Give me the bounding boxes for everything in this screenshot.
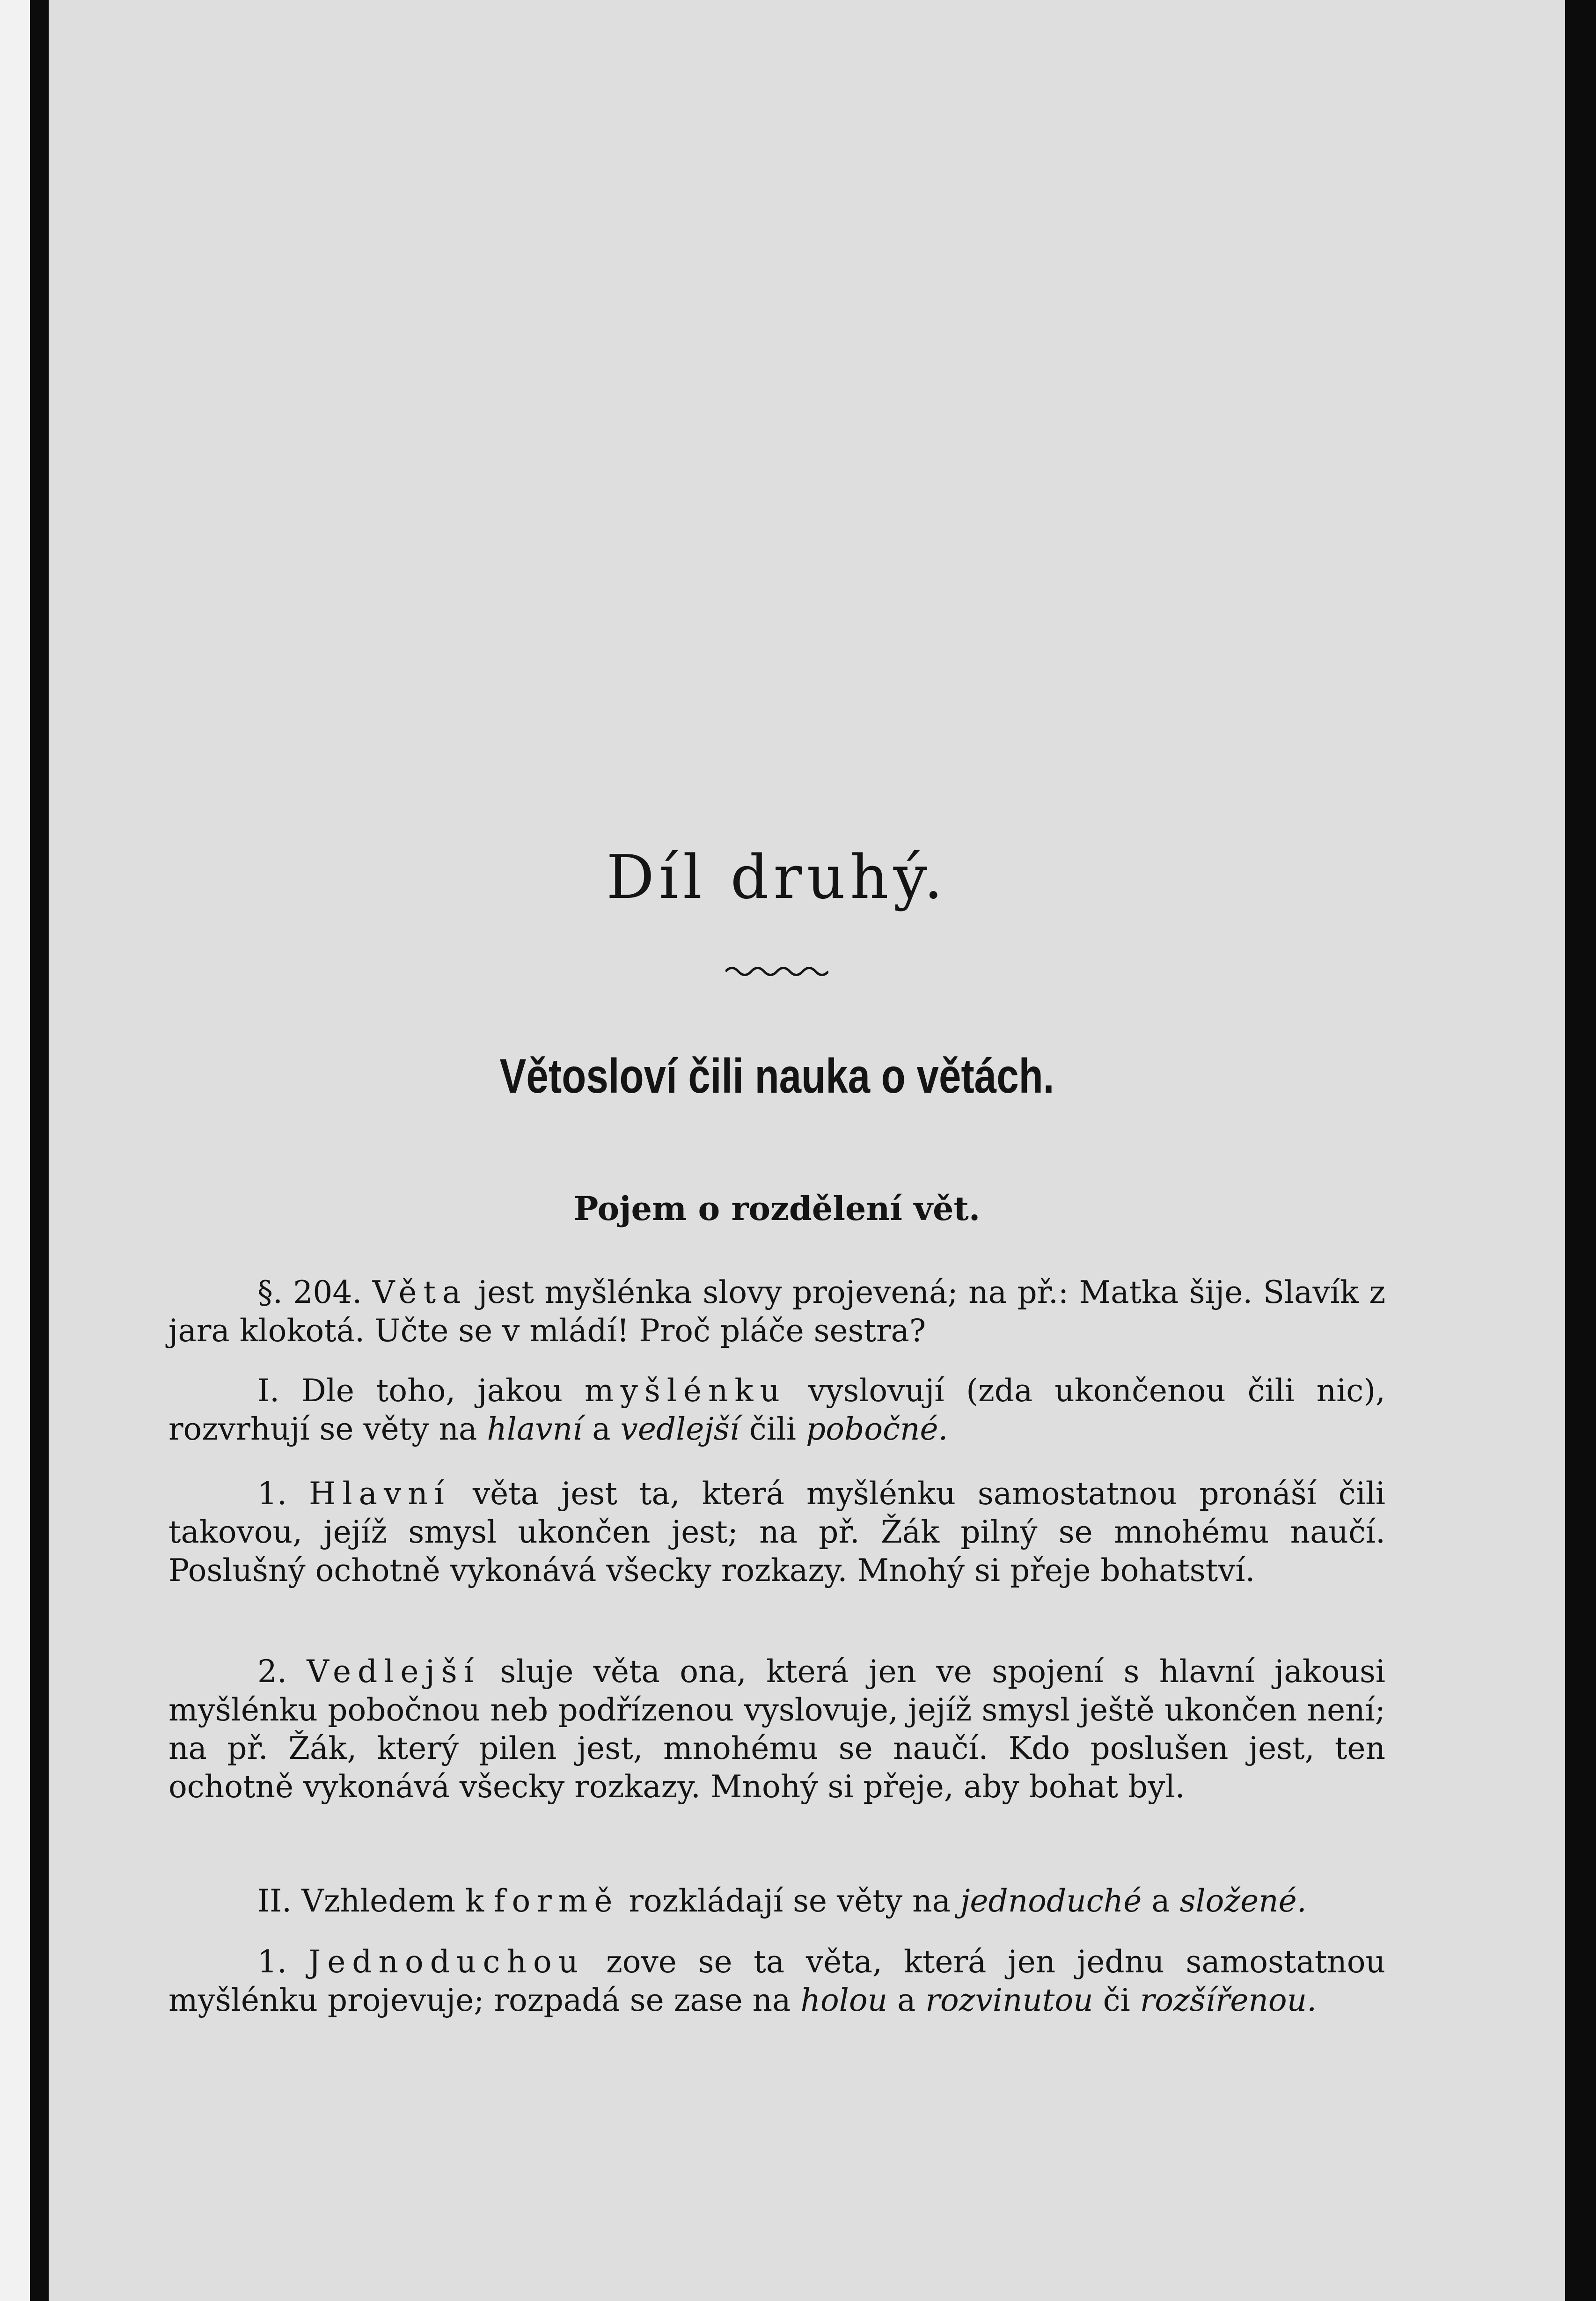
right-black-border — [1565, 0, 1596, 2301]
page-left-margin — [0, 0, 30, 2301]
paragraph-text: a — [897, 1982, 916, 2018]
spaced-term: Hlavní — [308, 1476, 451, 1512]
paragraph-text: čili — [749, 1411, 797, 1447]
paragraph-text: zove se ta věta, která jen jednu samostatnou myšlénku projevuje; rozpadá se zase na — [168, 1944, 1385, 2018]
paragraph-text: věta jest ta, která myšlénku samostatnou pronáší čili takovou, jejíž smysl ukončen jest; na př. Žák pilný se mnohému naučí. Poslušný ochotně vykonává všecky rozkazy. Mnohý si přeje bohatství. — [168, 1476, 1386, 1588]
left-black-border — [30, 0, 49, 2301]
spaced-term: formě — [494, 1883, 619, 1919]
chapter-title: Větosloví čili nauka o větách. — [499, 1049, 1054, 1103]
paragraph-text: rozkládají se věty na — [629, 1883, 951, 1919]
paragraph-text: a — [592, 1411, 611, 1447]
italic-term: holou — [800, 1982, 888, 2018]
paragraph-number: II. Vzhledem k — [257, 1883, 484, 1919]
part-title: Díl druhý. — [606, 843, 948, 912]
paragraph-text: sluje věta ona, která jen ve spojení s hlavní jakousi myšlénku pobočnou neb podřízenou vyslovuje, jejíž smysl ještě ukončen není; na př. Žák, který pilen jest, mnohému se naučí. Kdo poslušen jest, ten ochotně vykonává všecky rozkazy. Mnohý si přeje, aby bohat byl. — [168, 1654, 1385, 1805]
paragraph-number: 2. — [257, 1654, 287, 1690]
paragraph-204 — [168, 1273, 1385, 1350]
italic-term: pobočné. — [806, 1411, 948, 1447]
paragraph-form — [168, 1882, 1385, 1920]
spaced-term: Věta — [372, 1274, 468, 1310]
paragraph-number: 1. — [257, 1944, 287, 1980]
paragraph-text: vyslovují (zda ukončenou čili nic), rozvrhují se věty na — [168, 1373, 1385, 1447]
spaced-term: Vedlejší — [307, 1654, 480, 1690]
italic-term: vedlejší — [620, 1411, 739, 1447]
paragraph-text: jest myšlénka slovy projevená; na př.: Matka šije. Slavík z jara klokotá. Učte se v mládí! Proč pláče sestra? — [168, 1274, 1386, 1349]
paragraph-simple-sentence — [168, 1943, 1385, 2020]
spaced-term: myšlénku — [585, 1373, 786, 1409]
italic-term: rozšířenou. — [1140, 1982, 1317, 2018]
paragraph-text: a — [1151, 1883, 1170, 1919]
paragraph-main-vs-subordinate — [168, 1372, 1385, 1448]
italic-term: rozvinutou — [925, 1982, 1093, 2018]
wave-ornament — [725, 964, 828, 978]
italic-term: hlavní — [487, 1411, 583, 1447]
paragraph-main-clause — [168, 1475, 1385, 1590]
paragraph-number: §. 204. — [257, 1274, 362, 1310]
paragraph-subordinate-clause — [168, 1653, 1385, 1806]
italic-term: jednoduché — [960, 1883, 1142, 1919]
section-title: Pojem o rozdělení vět. — [573, 1189, 981, 1228]
paragraph-text: či — [1103, 1982, 1130, 2018]
paragraph-number: 1. — [257, 1476, 287, 1512]
paragraph-number: I. Dle toho, jakou — [257, 1373, 563, 1409]
spaced-term: Jednoduchou — [308, 1944, 585, 1980]
italic-term: složené. — [1179, 1883, 1307, 1919]
